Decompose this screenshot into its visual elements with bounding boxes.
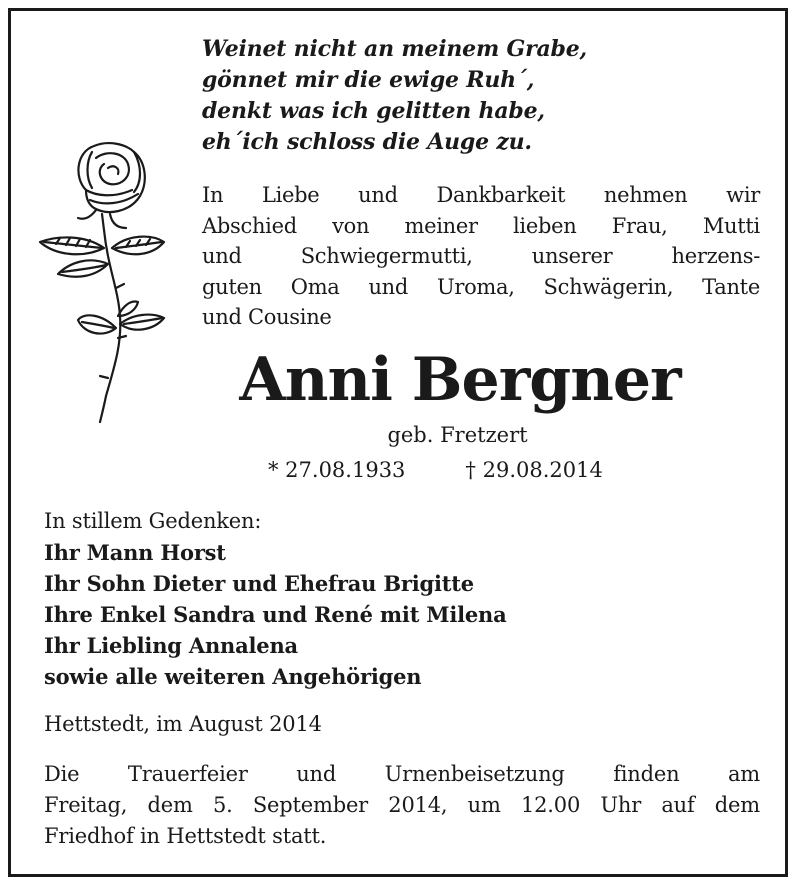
intro-line: Abschied von meiner lieben Frau, Mutti <box>202 213 760 238</box>
death-date: † 29.08.2014 <box>465 458 603 482</box>
mourner-line: Ihr Mann Horst <box>44 540 226 565</box>
birth-date: * 27.08.1933 <box>268 458 406 482</box>
service-info <box>44 759 760 852</box>
place-date: Hettstedt, im August 2014 <box>44 712 322 736</box>
poem-line: gönnet mir die ewige Ruh´, <box>202 67 535 93</box>
mourner-line: Ihr Liebling Annalena <box>44 633 298 658</box>
poem-line: Weinet nicht an meinem Grabe, <box>202 36 587 62</box>
mourners <box>44 506 764 692</box>
service-line: Friedhof in Hettstedt statt. <box>44 824 327 848</box>
mourner-line: sowie alle weiteren Angehörigen <box>44 664 422 689</box>
poem-line: eh´ich schloss die Auge zu. <box>202 129 532 155</box>
mourner-line: Ihr Sohn Dieter und Ehefrau Brigitte <box>44 571 474 596</box>
service-line: Freitag, dem 5. September 2014, um 12.00 Uhr auf dem <box>44 793 760 817</box>
birth-name: geb. Fretzert <box>387 423 528 447</box>
intro-text <box>202 180 760 333</box>
poem-line: denkt was ich gelitten habe, <box>202 98 545 124</box>
rose-icon <box>34 138 174 428</box>
life-dates <box>268 455 603 485</box>
service-line: Die Trauerfeier und Urnenbeisetzung finden am <box>44 762 760 786</box>
intro-line: und Schwiegermutti, unserer herzens- <box>202 244 760 268</box>
deceased-name: Anni Bergner <box>239 345 681 415</box>
mourner-line: Ihre Enkel Sandra und René mit Milena <box>44 602 507 627</box>
mourners-heading: In stillem Gedenken: <box>44 509 262 533</box>
poem <box>202 34 762 158</box>
intro-line: und Cousine <box>202 305 332 329</box>
intro-line: guten Oma und Uroma, Schwägerin, Tante <box>202 274 760 299</box>
intro-line: In Liebe und Dankbarkeit nehmen wir <box>202 183 760 207</box>
